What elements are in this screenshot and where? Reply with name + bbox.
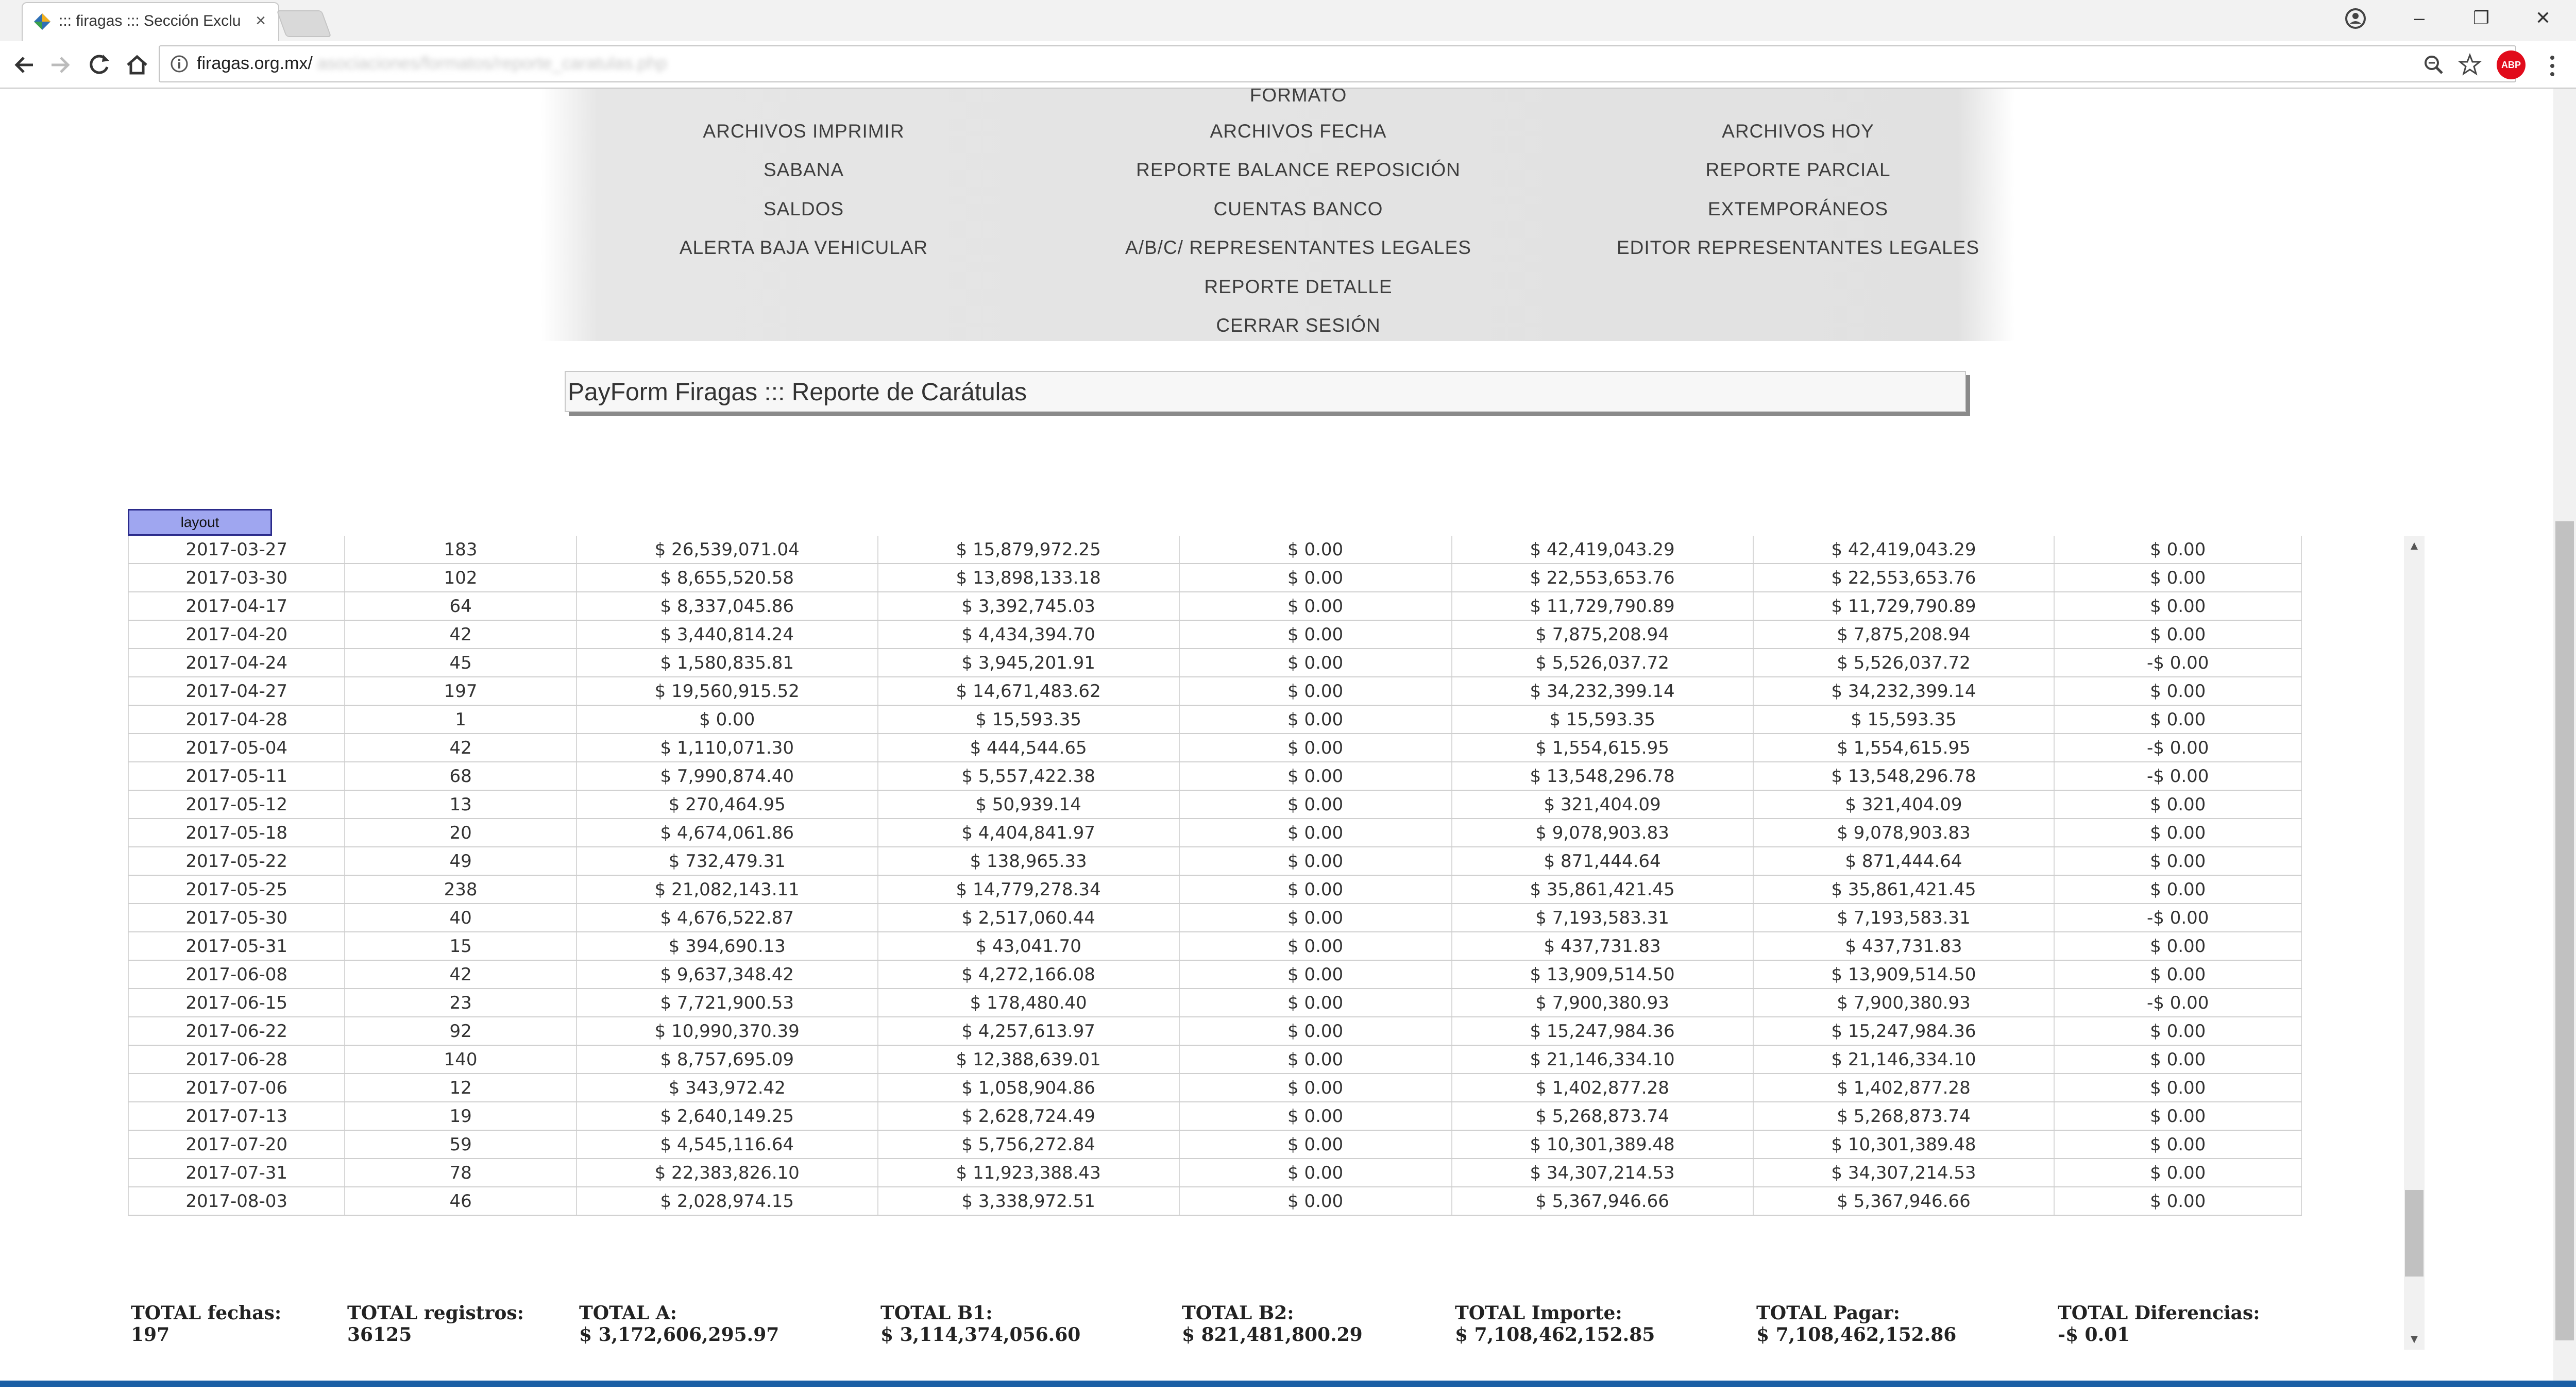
page-title-box	[565, 371, 1966, 412]
table-row	[128, 677, 2301, 705]
scroll-down-arrow-icon[interactable]: ▼	[2408, 1332, 2420, 1346]
table-row	[128, 734, 2301, 762]
cell-date: 2017-05-12	[128, 790, 345, 819]
table-row	[128, 1130, 2301, 1159]
cell-diferencia: $ 0.00	[2054, 1130, 2301, 1159]
cell-count: 102	[345, 564, 576, 592]
cell-b1: $ 13,898,133.18	[878, 564, 1179, 592]
cell-importe: $ 1,554,615.95	[1452, 734, 1753, 762]
nav-link-archivos-imprimir[interactable]: ARCHIVOS IMPRIMIR	[703, 121, 905, 142]
cell-b1: $ 4,272,166.08	[878, 960, 1179, 989]
tab-close-icon[interactable]: ×	[256, 11, 266, 30]
cell-count: 64	[345, 592, 576, 620]
cell-importe: $ 13,548,296.78	[1452, 762, 1753, 790]
cell-count: 45	[345, 649, 576, 677]
cell-importe: $ 13,909,514.50	[1452, 960, 1753, 989]
cell-date: 2017-06-22	[128, 1017, 345, 1045]
cell-diferencia: $ 0.00	[2054, 875, 2301, 904]
cell-b2: $ 0.00	[1179, 1074, 1452, 1102]
cell-importe: $ 9,078,903.83	[1452, 819, 1753, 847]
nav-link-saldos[interactable]: SALDOS	[763, 198, 844, 219]
cell-a: $ 0.00	[577, 705, 878, 734]
tab-title: ::: firagas ::: Sección Exclu	[59, 12, 241, 29]
cell-count: 40	[345, 904, 576, 932]
cell-b1: $ 14,671,483.62	[878, 677, 1179, 705]
cell-importe: $ 11,729,790.89	[1452, 592, 1753, 620]
adblock-icon[interactable]: ABP	[2497, 50, 2526, 79]
cell-date: 2017-07-13	[128, 1102, 345, 1130]
cell-pagar: $ 22,553,653.76	[1753, 564, 2055, 592]
cell-diferencia: $ 0.00	[2054, 1045, 2301, 1074]
nav-link-editor-representantes-legales[interactable]: EDITOR REPRESENTANTES LEGALES	[1616, 237, 1980, 258]
cell-b1: $ 15,593.35	[878, 705, 1179, 734]
cell-a: $ 26,539,071.04	[577, 536, 878, 564]
cell-date: 2017-04-24	[128, 649, 345, 677]
cell-b1: $ 138,965.33	[878, 847, 1179, 875]
layout-button[interactable]: layout	[128, 509, 272, 536]
cell-a: $ 22,383,826.10	[577, 1159, 878, 1187]
cell-date: 2017-05-18	[128, 819, 345, 847]
cell-diferencia: -$ 0.00	[2054, 904, 2301, 932]
browser-toolbar	[0, 41, 2576, 89]
cell-importe: $ 7,193,583.31	[1452, 904, 1753, 932]
total-registros	[347, 1302, 524, 1346]
cell-count: 238	[345, 875, 576, 904]
page-bottom-bar	[0, 1381, 2576, 1387]
cell-pagar: $ 34,307,214.53	[1753, 1159, 2055, 1187]
cell-count: 59	[345, 1130, 576, 1159]
table-row	[128, 875, 2301, 904]
cell-diferencia: $ 0.00	[2054, 932, 2301, 960]
table-row	[128, 762, 2301, 790]
cell-count: 20	[345, 819, 576, 847]
cell-date: 2017-07-06	[128, 1074, 345, 1102]
cell-b1: $ 3,338,972.51	[878, 1187, 1179, 1215]
cell-a: $ 7,721,900.53	[577, 989, 878, 1017]
bookmark-star-icon[interactable]	[2458, 53, 2482, 77]
cell-a: $ 394,690.13	[577, 932, 878, 960]
total-label: TOTAL B2:	[1182, 1302, 1294, 1324]
total-value: $ 7,108,462,152.86	[1756, 1324, 1957, 1346]
cell-a: $ 2,028,974.15	[577, 1187, 878, 1215]
cell-b2: $ 0.00	[1179, 847, 1452, 875]
total-label: TOTAL fechas:	[131, 1302, 282, 1324]
report-table-body	[128, 536, 2301, 1215]
cell-a: $ 7,990,874.40	[577, 762, 878, 790]
table-row	[128, 960, 2301, 989]
cell-diferencia: $ 0.00	[2054, 960, 2301, 989]
cell-diferencia: -$ 0.00	[2054, 734, 2301, 762]
cell-b1: $ 1,058,904.86	[878, 1074, 1179, 1102]
cell-pagar: $ 10,301,389.48	[1753, 1130, 2055, 1159]
total-value: $ 3,172,606,295.97	[579, 1324, 779, 1346]
cell-b2: $ 0.00	[1179, 592, 1452, 620]
cell-a: $ 4,674,061.86	[577, 819, 878, 847]
cell-importe: $ 7,900,380.93	[1452, 989, 1753, 1017]
cell-importe: $ 15,247,984.36	[1452, 1017, 1753, 1045]
cell-b1: $ 12,388,639.01	[878, 1045, 1179, 1074]
cell-date: 2017-04-20	[128, 620, 345, 649]
nav-link-cuentas-banco[interactable]: CUENTAS BANCO	[1213, 198, 1383, 219]
cell-a: $ 9,637,348.42	[577, 960, 878, 989]
cell-a: $ 8,337,045.86	[577, 592, 878, 620]
total-diferencias	[2058, 1302, 2260, 1346]
cell-count: 78	[345, 1159, 576, 1187]
browser-menu-icon[interactable]	[2542, 50, 2563, 81]
cell-count: 1	[345, 705, 576, 734]
cell-b2: $ 0.00	[1179, 734, 1452, 762]
cell-b1: $ 14,779,278.34	[878, 875, 1179, 904]
cell-pagar: $ 42,419,043.29	[1753, 536, 2055, 564]
table-row	[128, 592, 2301, 620]
page-scrollbar-thumb[interactable]	[2555, 521, 2574, 1340]
cell-pagar: $ 7,193,583.31	[1753, 904, 2055, 932]
nav-link-extemporaneos[interactable]: EXTEMPORÁNEOS	[1707, 198, 1889, 219]
cell-diferencia: -$ 0.00	[2054, 762, 2301, 790]
cell-b2: $ 0.00	[1179, 762, 1452, 790]
table-row	[128, 1045, 2301, 1074]
cell-b2: $ 0.00	[1179, 904, 1452, 932]
cell-importe: $ 34,232,399.14	[1452, 677, 1753, 705]
page-viewport	[0, 89, 2553, 1386]
browser-tab-bar	[0, 0, 2576, 41]
cell-pagar: $ 321,404.09	[1753, 790, 2055, 819]
cell-a: $ 4,545,116.64	[577, 1130, 878, 1159]
cell-pagar: $ 1,554,615.95	[1753, 734, 2055, 762]
cell-a: $ 343,972.42	[577, 1074, 878, 1102]
cell-b1: $ 4,434,394.70	[878, 620, 1179, 649]
cell-a: $ 3,440,814.24	[577, 620, 878, 649]
cell-pagar: $ 21,146,334.10	[1753, 1045, 2055, 1074]
cell-a: $ 10,990,370.39	[577, 1017, 878, 1045]
cell-b2: $ 0.00	[1179, 564, 1452, 592]
total-label: TOTAL registros:	[347, 1302, 524, 1324]
cell-b1: $ 3,392,745.03	[878, 592, 1179, 620]
table-row	[128, 1187, 2301, 1215]
cell-date: 2017-04-27	[128, 677, 345, 705]
cell-diferencia: $ 0.00	[2054, 564, 2301, 592]
table-row	[128, 1159, 2301, 1187]
cell-pagar: $ 15,593.35	[1753, 705, 2055, 734]
zoom-icon[interactable]	[2421, 53, 2446, 77]
total-label: TOTAL Pagar:	[1756, 1302, 1900, 1324]
table-row	[128, 649, 2301, 677]
cell-count: 15	[345, 932, 576, 960]
cell-count: 183	[345, 536, 576, 564]
url-path: asociaciones/formatos/reporte_caratulas.php	[317, 54, 667, 73]
cell-importe: $ 437,731.83	[1452, 932, 1753, 960]
cell-b2: $ 0.00	[1179, 819, 1452, 847]
cell-diferencia: $ 0.00	[2054, 536, 2301, 564]
cell-date: 2017-05-22	[128, 847, 345, 875]
cell-b1: $ 3,945,201.91	[878, 649, 1179, 677]
cell-b2: $ 0.00	[1179, 960, 1452, 989]
cell-a: $ 1,580,835.81	[577, 649, 878, 677]
cell-b1: $ 50,939.14	[878, 790, 1179, 819]
cell-b2: $ 0.00	[1179, 1017, 1452, 1045]
table-row	[128, 989, 2301, 1017]
cell-a: $ 1,110,071.30	[577, 734, 878, 762]
cell-importe: $ 5,367,946.66	[1452, 1187, 1753, 1215]
table-row	[128, 1074, 2301, 1102]
cell-b2: $ 0.00	[1179, 790, 1452, 819]
cell-date: 2017-05-25	[128, 875, 345, 904]
cell-b1: $ 2,517,060.44	[878, 904, 1179, 932]
total-importe	[1455, 1302, 1655, 1346]
cell-diferencia: $ 0.00	[2054, 1187, 2301, 1215]
table-row	[128, 705, 2301, 734]
total-label: TOTAL Diferencias:	[2058, 1302, 2260, 1324]
cell-diferencia: $ 0.00	[2054, 677, 2301, 705]
cell-diferencia: $ 0.00	[2054, 1102, 2301, 1130]
browser-tab[interactable]	[22, 2, 279, 41]
cell-importe: $ 7,875,208.94	[1452, 620, 1753, 649]
cell-a: $ 19,560,915.52	[577, 677, 878, 705]
site-info-icon[interactable]	[169, 54, 190, 74]
cell-date: 2017-06-28	[128, 1045, 345, 1074]
nav-link-archivos-hoy[interactable]: ARCHIVOS HOY	[1722, 121, 1874, 142]
cell-count: 197	[345, 677, 576, 705]
cell-pagar: $ 15,247,984.36	[1753, 1017, 2055, 1045]
cell-importe: $ 321,404.09	[1452, 790, 1753, 819]
cell-diferencia: $ 0.00	[2054, 819, 2301, 847]
total-b2	[1182, 1302, 1363, 1346]
cell-importe: $ 871,444.64	[1452, 847, 1753, 875]
cell-pagar: $ 1,402,877.28	[1753, 1074, 2055, 1102]
cell-pagar: $ 13,548,296.78	[1753, 762, 2055, 790]
table-scrollbar-thumb[interactable]	[2405, 1190, 2424, 1277]
cell-importe: $ 10,301,389.48	[1452, 1130, 1753, 1159]
total-label: TOTAL Importe:	[1455, 1302, 1622, 1324]
total-value: $ 7,108,462,152.85	[1455, 1324, 1655, 1346]
total-label: TOTAL B1:	[880, 1302, 993, 1324]
cell-date: 2017-07-20	[128, 1130, 345, 1159]
cell-b2: $ 0.00	[1179, 932, 1452, 960]
cell-b1: $ 2,628,724.49	[878, 1102, 1179, 1130]
cell-importe: $ 42,419,043.29	[1452, 536, 1753, 564]
cell-a: $ 270,464.95	[577, 790, 878, 819]
cell-count: 49	[345, 847, 576, 875]
close-window-button[interactable]: ✕	[2535, 7, 2551, 28]
cell-b2: $ 0.00	[1179, 536, 1452, 564]
nav-link-cerrar-sesion[interactable]: CERRAR SESIÓN	[1216, 315, 1381, 336]
table-row	[128, 620, 2301, 649]
cell-pagar: $ 11,729,790.89	[1753, 592, 2055, 620]
cell-date: 2017-03-27	[128, 536, 345, 564]
cell-importe: $ 5,268,873.74	[1452, 1102, 1753, 1130]
total-label: TOTAL A:	[579, 1302, 677, 1324]
cell-diferencia: $ 0.00	[2054, 1159, 2301, 1187]
user-profile-icon[interactable]	[2341, 4, 2370, 33]
total-fechas	[131, 1302, 281, 1346]
cell-b2: $ 0.00	[1179, 875, 1452, 904]
table-row	[128, 819, 2301, 847]
cell-b2: $ 0.00	[1179, 1045, 1452, 1074]
cell-b2: $ 0.00	[1179, 1159, 1452, 1187]
total-b1	[880, 1302, 1080, 1346]
cell-pagar: $ 5,526,037.72	[1753, 649, 2055, 677]
cell-b2: $ 0.00	[1179, 989, 1452, 1017]
cell-a: $ 732,479.31	[577, 847, 878, 875]
nav-link-reporte-balance-reposicion[interactable]: REPORTE BALANCE REPOSICIÓN	[1136, 159, 1461, 180]
cell-importe: $ 1,402,877.28	[1452, 1074, 1753, 1102]
cell-b2: $ 0.00	[1179, 1187, 1452, 1215]
cell-date: 2017-05-11	[128, 762, 345, 790]
scroll-up-arrow-icon[interactable]: ▲	[2408, 539, 2420, 553]
site-favicon-icon	[32, 11, 53, 32]
cell-pagar: $ 5,367,946.66	[1753, 1187, 2055, 1215]
total-a	[579, 1302, 779, 1346]
cell-count: 140	[345, 1045, 576, 1074]
cell-b1: $ 444,544.65	[878, 734, 1179, 762]
cell-date: 2017-05-30	[128, 904, 345, 932]
cell-pagar: $ 7,900,380.93	[1753, 989, 2055, 1017]
nav-link-alerta-baja-vehicular[interactable]: ALERTA BAJA VEHICULAR	[679, 237, 928, 258]
cell-date: 2017-05-04	[128, 734, 345, 762]
cell-a: $ 2,640,149.25	[577, 1102, 878, 1130]
cell-count: 42	[345, 734, 576, 762]
nav-link-reporte-parcial[interactable]: REPORTE PARCIAL	[1705, 159, 1891, 180]
cell-b2: $ 0.00	[1179, 1130, 1452, 1159]
total-value: $ 3,114,374,056.60	[880, 1324, 1081, 1346]
nav-link-abc-representantes-legales[interactable]: A/B/C/ REPRESENTANTES LEGALES	[1125, 237, 1471, 258]
reload-icon[interactable]	[82, 48, 115, 81]
cell-b1: $ 5,557,422.38	[878, 762, 1179, 790]
cell-count: 23	[345, 989, 576, 1017]
cell-b1: $ 4,257,613.97	[878, 1017, 1179, 1045]
cell-date: 2017-06-08	[128, 960, 345, 989]
cell-date: 2017-07-31	[128, 1159, 345, 1187]
cell-diferencia: $ 0.00	[2054, 847, 2301, 875]
cell-count: 68	[345, 762, 576, 790]
cell-a: $ 21,082,143.11	[577, 875, 878, 904]
cell-b1: $ 11,923,388.43	[878, 1159, 1179, 1187]
cell-diferencia: $ 0.00	[2054, 790, 2301, 819]
nav-link-archivos-fecha[interactable]: ARCHIVOS FECHA	[1210, 121, 1387, 142]
table-row	[128, 904, 2301, 932]
cell-b2: $ 0.00	[1179, 649, 1452, 677]
cell-importe: $ 34,307,214.53	[1452, 1159, 1753, 1187]
cell-date: 2017-03-30	[128, 564, 345, 592]
cell-date: 2017-04-28	[128, 705, 345, 734]
cell-importe: $ 15,593.35	[1452, 705, 1753, 734]
cell-b1: $ 178,480.40	[878, 989, 1179, 1017]
total-pagar	[1756, 1302, 1956, 1346]
table-row	[128, 932, 2301, 960]
cell-a: $ 8,757,695.09	[577, 1045, 878, 1074]
cell-date: 2017-04-17	[128, 592, 345, 620]
total-value: 36125	[347, 1324, 412, 1346]
new-tab-button[interactable]	[277, 10, 332, 37]
cell-date: 2017-08-03	[128, 1187, 345, 1215]
table-row	[128, 1017, 2301, 1045]
cell-b1: $ 5,756,272.84	[878, 1130, 1179, 1159]
cell-pagar: $ 5,268,873.74	[1753, 1102, 2055, 1130]
forward-arrow-icon[interactable]	[43, 48, 76, 81]
table-row	[128, 536, 2301, 564]
cell-date: 2017-06-15	[128, 989, 345, 1017]
cell-diferencia: $ 0.00	[2054, 1017, 2301, 1045]
report-table	[128, 536, 2302, 1216]
cell-pagar: $ 35,861,421.45	[1753, 875, 2055, 904]
cell-date: 2017-05-31	[128, 932, 345, 960]
cell-diferencia: $ 0.00	[2054, 705, 2301, 734]
cell-diferencia: $ 0.00	[2054, 592, 2301, 620]
cell-count: 42	[345, 620, 576, 649]
cell-pagar: $ 871,444.64	[1753, 847, 2055, 875]
total-value: 197	[131, 1324, 170, 1346]
total-value: -$ 0.01	[2058, 1324, 2130, 1346]
table-row	[128, 564, 2301, 592]
cell-importe: $ 35,861,421.45	[1452, 875, 1753, 904]
cell-count: 12	[345, 1074, 576, 1102]
address-bar[interactable]	[159, 45, 2516, 82]
table-row	[128, 1102, 2301, 1130]
cell-diferencia: $ 0.00	[2054, 620, 2301, 649]
total-value: $ 821,481,800.29	[1182, 1324, 1363, 1346]
cell-count: 13	[345, 790, 576, 819]
cell-pagar: $ 9,078,903.83	[1753, 819, 2055, 847]
cell-b2: $ 0.00	[1179, 705, 1452, 734]
minimize-button[interactable]: –	[2414, 7, 2425, 28]
page-title: PayForm Firagas ::: Reporte de Carátulas	[568, 379, 1027, 406]
cell-importe: $ 22,553,653.76	[1452, 564, 1753, 592]
cell-count: 19	[345, 1102, 576, 1130]
cell-b1: $ 43,041.70	[878, 932, 1179, 960]
cell-count: 46	[345, 1187, 576, 1215]
cell-diferencia: $ 0.00	[2054, 1074, 2301, 1102]
nav-link-sabana[interactable]: SABANA	[763, 159, 844, 180]
restore-button[interactable]: ❐	[2472, 7, 2490, 28]
cell-pagar: $ 34,232,399.14	[1753, 677, 2055, 705]
cell-count: 42	[345, 960, 576, 989]
cell-count: 92	[345, 1017, 576, 1045]
cell-pagar: $ 7,875,208.94	[1753, 620, 2055, 649]
cell-diferencia: -$ 0.00	[2054, 649, 2301, 677]
cell-b2: $ 0.00	[1179, 620, 1452, 649]
cell-a: $ 8,655,520.58	[577, 564, 878, 592]
cell-diferencia: -$ 0.00	[2054, 989, 2301, 1017]
url-domain: firagas.org.mx/	[197, 54, 313, 73]
home-icon[interactable]	[121, 48, 154, 81]
totals-footer	[131, 1302, 2346, 1354]
cell-pagar: $ 437,731.83	[1753, 932, 2055, 960]
cell-a: $ 4,676,522.87	[577, 904, 878, 932]
nav-link-reporte-detalle[interactable]: REPORTE DETALLE	[1204, 276, 1393, 297]
cell-b2: $ 0.00	[1179, 677, 1452, 705]
cell-pagar: $ 13,909,514.50	[1753, 960, 2055, 989]
cell-importe: $ 21,146,334.10	[1452, 1045, 1753, 1074]
back-arrow-icon[interactable]	[8, 48, 41, 81]
nav-link-formato[interactable]: FORMATO	[1249, 89, 1347, 106]
table-scrollbar[interactable]	[2404, 536, 2425, 1350]
cell-b2: $ 0.00	[1179, 1102, 1452, 1130]
table-row	[128, 790, 2301, 819]
cell-importe: $ 5,526,037.72	[1452, 649, 1753, 677]
cell-b1: $ 4,404,841.97	[878, 819, 1179, 847]
page-scrollbar[interactable]	[2553, 89, 2576, 1386]
table-row	[128, 847, 2301, 875]
nav-menu	[541, 89, 2014, 341]
cell-b1: $ 15,879,972.25	[878, 536, 1179, 564]
